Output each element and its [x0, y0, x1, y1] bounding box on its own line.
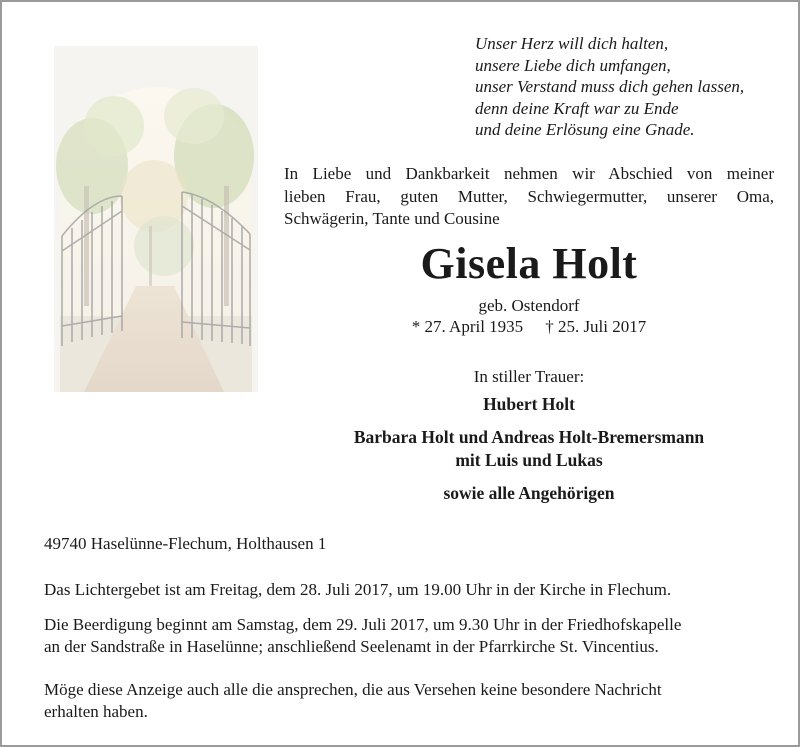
mourner-spouse: Hubert Holt	[483, 394, 575, 414]
intro-line: In Liebe und Dankbarkeit nehmen wir Abschied von meiner	[284, 164, 774, 183]
mourning-label: In stiller Trauer:	[473, 367, 585, 386]
life-dates	[284, 316, 774, 338]
poem-line: Unser Herz will dich halten,	[475, 34, 669, 53]
poem	[475, 33, 744, 141]
mourner-family: Barbara Holt und Andreas Holt-Bremersmann	[353, 427, 705, 447]
intro-line: lieben Frau, guten Mutter, Schwiegermutter, unserer Oma,	[284, 186, 774, 206]
mourner-grandchildren: mit Luis und Lukas	[455, 450, 603, 470]
birth-date: * 27. April 1935	[411, 317, 524, 336]
address: 49740 Haselünne-Flechum, Holthausen 1	[44, 534, 327, 553]
poem-line: und deine Erlösung eine Gnade.	[475, 120, 695, 140]
notice-line: Möge diese Anzeige auch alle die ansprechen, die aus Versehen keine besondere Nachricht	[44, 680, 662, 699]
notice-line: erhalten haben.	[44, 702, 148, 721]
mourner-relatives: sowie alle Angehörigen	[443, 483, 615, 503]
intro-line: Schwägerin, Tante und Cousine	[284, 209, 500, 228]
intro-text	[284, 163, 774, 231]
deceased-name: Gisela Holt	[420, 239, 638, 288]
burial-info-line: an der Sandstraße in Haselünne; anschließend Seelenamt in der Pfarrkirche St. Vincentius.	[44, 637, 659, 656]
poem-line: denn deine Kraft war zu Ende	[475, 98, 679, 118]
death-date: † 25. Juli 2017	[545, 317, 647, 336]
prayer-service: Das Lichtergebet ist am Freitag, dem 28. Juli 2017, um 19.00 Uhr in der Kirche in Flechum.	[44, 580, 672, 599]
garden-gate-archway-image	[54, 46, 258, 392]
burial-info-line: Die Beerdigung beginnt am Samstag, dem 29. Juli 2017, um 9.30 Uhr in der Friedhofskapelle	[44, 615, 682, 634]
poem-line: unsere Liebe dich umfangen,	[475, 55, 671, 75]
birth-name: geb. Ostendorf	[478, 296, 580, 315]
poem-line: unser Verstand muss dich gehen lassen,	[475, 77, 745, 97]
